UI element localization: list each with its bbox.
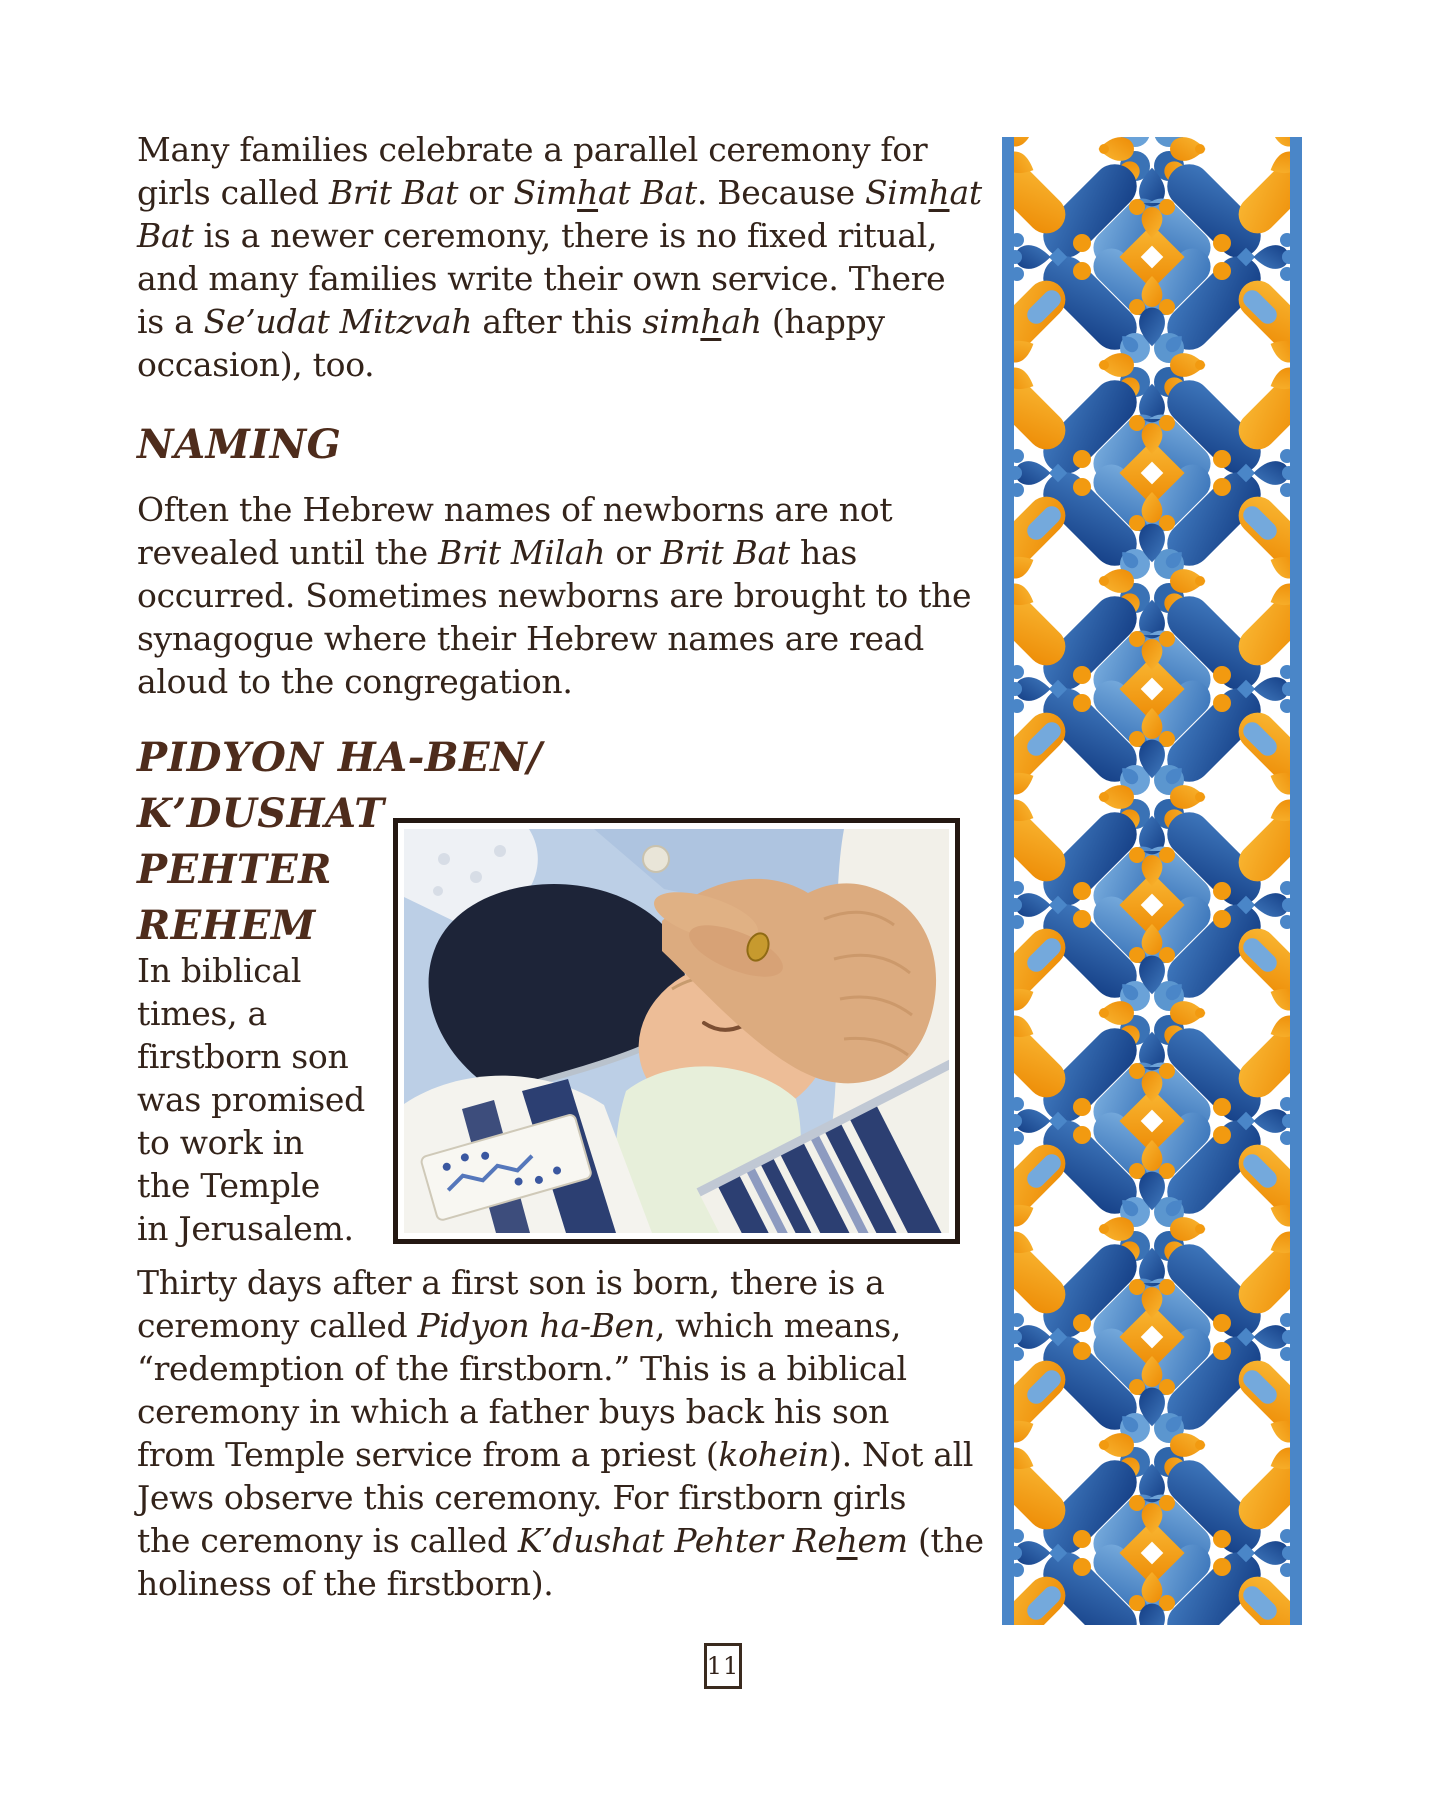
naming-heading: NAMING xyxy=(137,421,342,468)
border-bar-right xyxy=(1290,137,1302,1625)
decorative-border xyxy=(1002,137,1302,1625)
intro-paragraph: Many families celebrate a parallel ceremony for girls called Brit Bat or Simhat Bat. Because Simhat Bat is a newer ceremony, there is no fixed ritual, and many families write their own service. There is a Se’udat Mitzvah after this simhah (happy occasion), too. xyxy=(137,130,982,384)
pidyon-intro-paragraph: In biblical times, a firstborn son was promised to work in the Temple in Jerusalem. xyxy=(137,951,365,1248)
border-bar-left xyxy=(1002,137,1014,1625)
page-number-box xyxy=(704,1643,742,1689)
mosaic-pattern xyxy=(1002,137,1302,1625)
baby-blessing-photo-illustration xyxy=(404,829,949,1233)
page-number: 11 xyxy=(706,1652,740,1680)
naming-paragraph: Often the Hebrew names of newborns are not revealed until the Brit Milah or Brit Bat has occurred. Sometimes newborns are brought to the synagogue where their Hebrew names are read aloud to the congregation. xyxy=(137,490,972,701)
pidyon-heading: PIDYON HA-BEN/ K’DUSHAT PEHTER REHEM xyxy=(137,734,543,949)
pidyon-body-paragraph: Thirty days after a first son is born, there is a ceremony called Pidyon ha-Ben, which means, “redemption of the firstborn.” This is a biblical ceremony in which a father buys back his son from Temple service from a priest (kohein). Not all Jews observe this ceremony. For firstborn girls the ceremony is called K’dushat Pehter Rehem (the holiness of the firstborn). xyxy=(137,1263,984,1603)
pidyon-photo xyxy=(393,818,960,1244)
